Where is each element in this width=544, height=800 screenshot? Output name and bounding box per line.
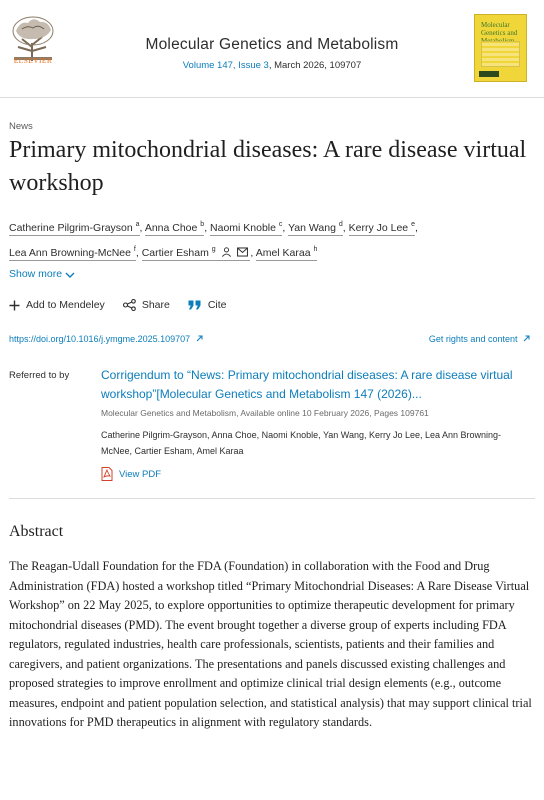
external-link-icon xyxy=(523,335,530,342)
author-link[interactable] xyxy=(9,247,136,261)
article-actions xyxy=(9,299,227,311)
doi-link[interactable] xyxy=(9,334,203,344)
plus-icon xyxy=(9,300,20,311)
author-affiliation: a xyxy=(135,221,140,228)
volume-issue-link[interactable]: Volume 147, Issue 3 xyxy=(182,60,269,71)
email-icon[interactable] xyxy=(237,247,248,257)
view-pdf-label: View PDF xyxy=(119,468,162,480)
abstract-heading: Abstract xyxy=(9,523,64,540)
article-category: News xyxy=(9,121,33,132)
author-name: Anna Choe xyxy=(144,222,198,234)
author-affiliation: c xyxy=(278,221,283,228)
publisher-name: ELSEVIER xyxy=(13,56,53,65)
share-label: Share xyxy=(141,299,170,311)
corrigendum-meta: Molecular Genetics and Metabolism, Available online 10 February 2026, Pages 109761 xyxy=(101,408,429,418)
author-affiliation: b xyxy=(200,221,205,228)
journal-cover-thumbnail[interactable] xyxy=(474,14,527,82)
author-name: Cartier Esham xyxy=(141,247,209,259)
add-to-mendeley-button[interactable] xyxy=(9,299,105,311)
show-more-label: Show more xyxy=(9,268,63,280)
abstract-text: The Reagan-Udall Foundation for the FDA (Foundation) in collaboration with the Food and Drug Administration (FDA) hosted a workshop titled “Primary Mitochondrial Diseases: A Rare Disease Virtual Workshop” on 22 May 2025, to explore opportunities to optimize therapeutic development for primary mitochondrial diseases (PMD). The event brought together a diverse group of experts including FDA regulators, regulated industries, health care professionals, scientists, patients and their families and caregivers, and patient organizations. The presentations and panels discussed existing challenges and proposed strategies to improve enrollment and optimize clinical trial design elements (e.g., outcome measures, endpoint and patient population selection, and statistical analysis) that may support clinical trial innovations for PMD therapeutics in alignment with regulatory standards. xyxy=(9,559,532,729)
person-icon xyxy=(221,247,232,257)
article-title: Primary mitochondrial diseases: A rare disease virtual workshop xyxy=(9,137,527,196)
show-more-button[interactable] xyxy=(9,268,75,280)
author-list: Catherine Pilgrim-Grayson $^a$, Anna Choe $^b$, Naomi Knoble $^c$, Yan Wang $^d$, Kerry Jo Lee $^e$, Lea Ann Browning-McNee $^f$, Cartier Esham $^g$ , Amel Karaa $^h$ xyxy=(9,221,418,259)
share-button[interactable] xyxy=(123,299,170,311)
author-affiliation: g xyxy=(211,246,216,253)
cite-label: Cite xyxy=(207,299,227,311)
journal-header xyxy=(0,0,544,98)
corrigendum-link[interactable]: Corrigendum to “News: Primary mitochondrial diseases: A rare disease virtual workshop”[Molecular Genetics and Metabolism 147 (2026)... xyxy=(101,368,513,401)
author-link[interactable] xyxy=(288,222,343,236)
author-link[interactable] xyxy=(256,247,318,261)
issue-date-pages: , March 2026, 109707 xyxy=(268,60,362,71)
doi-url: https://doi.org/10.1016/j.ymgme.2025.109707 xyxy=(9,334,191,344)
author-name: Lea Ann Browning-McNee xyxy=(9,247,131,259)
share-icon xyxy=(123,299,136,311)
issue-line xyxy=(0,60,544,71)
cite-button[interactable] xyxy=(188,299,227,311)
add-to-mendeley-label: Add to Mendeley xyxy=(26,299,105,311)
cover-graphic xyxy=(481,41,520,67)
journal-title[interactable]: Molecular Genetics and Metabolism xyxy=(145,36,399,53)
author-affiliation: d xyxy=(338,221,343,228)
cover-title: Molecular Genetics and xyxy=(481,21,518,37)
pdf-icon xyxy=(101,467,113,481)
cover-logo-bar xyxy=(479,71,499,77)
author-link[interactable] xyxy=(349,222,415,236)
author-name: Kerry Jo Lee xyxy=(348,222,409,234)
author-link[interactable] xyxy=(9,222,140,236)
author-link[interactable] xyxy=(210,222,282,236)
author-name: Catherine Pilgrim-Grayson xyxy=(9,222,133,234)
author-name: Amel Karaa xyxy=(255,247,311,259)
corrigendum-authors: Catherine Pilgrim-Grayson, Anna Choe, Naomi Knoble, Yan Wang, Kerry Jo Lee, Lea Ann Browning-McNee, Cartier Esham, Amel Karaa xyxy=(101,430,502,456)
quote-icon xyxy=(188,300,202,310)
chevron-down-icon xyxy=(65,271,75,279)
author-affiliation: h xyxy=(313,246,318,253)
get-rights-label: Get rights and content xyxy=(428,334,518,344)
section-divider xyxy=(9,498,535,499)
get-rights-link[interactable] xyxy=(429,334,530,344)
author-link[interactable] xyxy=(142,247,251,261)
view-pdf-link[interactable] xyxy=(101,467,161,481)
referred-to-by-label: Referred to by xyxy=(9,370,70,381)
author-affiliation: f xyxy=(133,246,136,253)
author-name: Naomi Knoble xyxy=(210,222,276,234)
author-affiliation: e xyxy=(411,221,415,228)
author-link[interactable] xyxy=(145,222,204,236)
author-name: Yan Wang xyxy=(288,222,336,234)
external-link-icon xyxy=(196,335,203,342)
